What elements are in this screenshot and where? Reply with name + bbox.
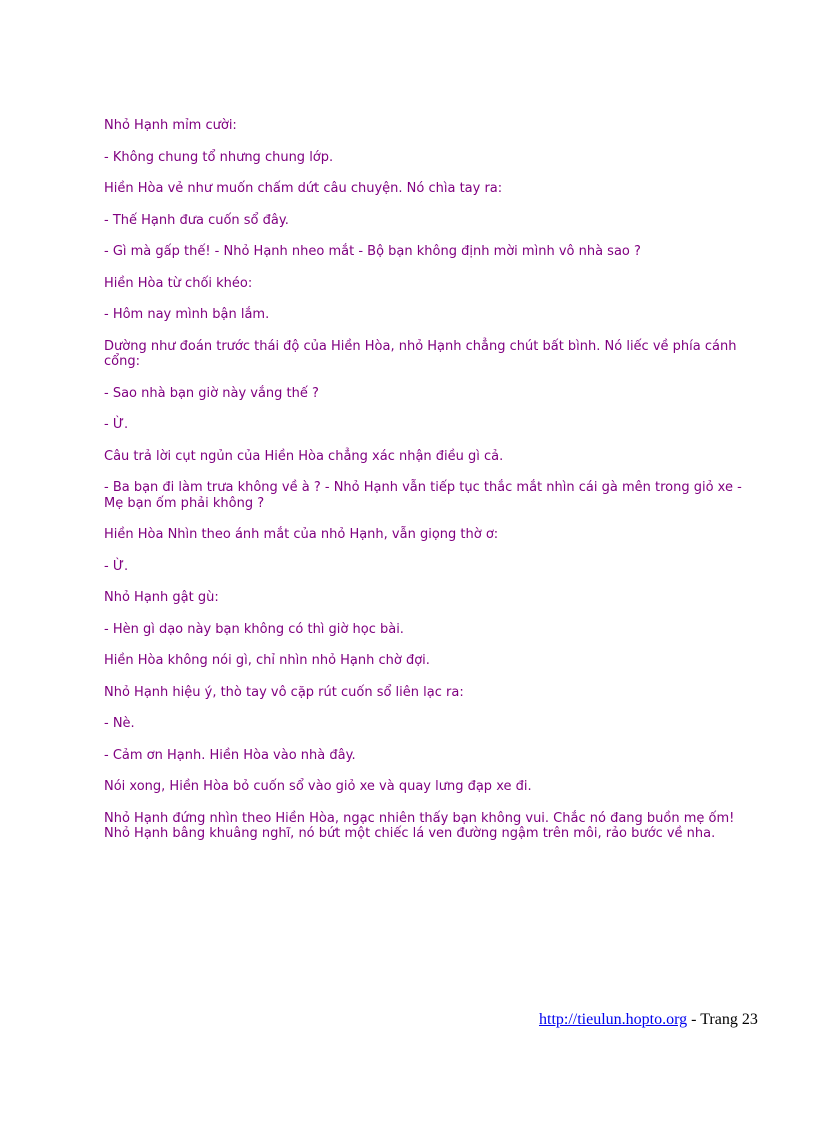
paragraph: - Hèn gì dạo này bạn không có thì giờ học bài. <box>104 621 404 637</box>
page-footer <box>539 1011 758 1029</box>
paragraph: Câu trả lời cụt ngủn của Hiền Hòa chẳng xác nhận điều gì cả. <box>104 448 504 464</box>
page-number: Trang 23 <box>700 1011 758 1028</box>
paragraph: Nhỏ Hạnh đứng nhìn theo Hiền Hòa, ngạc nhiên thấy bạn không vui. Chắc nó đang buồn mẹ ốm! Nhỏ Hạnh bâng khuâng nghĩ, nó bứt một chiếc lá ven đường ngậm trên môi, rảo bước về nha. <box>104 810 735 841</box>
source-link[interactable]: http://tieulun.hopto.org <box>539 1011 688 1028</box>
paragraph: Nhỏ Hạnh gật gù: <box>104 590 219 605</box>
paragraph: Nhỏ Hạnh hiệu ý, thò tay vô cặp rút cuốn sổ liên lạc ra: <box>104 684 464 700</box>
paragraph: Nói xong, Hiền Hòa bỏ cuốn sổ vào giỏ xe và quay lưng đạp xe đi. <box>104 779 532 794</box>
paragraph: - Cảm ơn Hạnh. Hiền Hòa vào nhà đây. <box>104 747 356 763</box>
paragraph: Dường như đoán trước thái độ của Hiền Hòa, nhỏ Hạnh chẳng chút bất bình. Nó liếc về phía cánh cổng: <box>104 338 737 369</box>
paragraph: - Hôm nay mình bận lắm. <box>104 307 270 322</box>
paragraph: - Ừ. <box>104 417 129 432</box>
paragraph: Hiền Hòa không nói gì, chỉ nhìn nhỏ Hạnh chờ đợi. <box>104 653 430 668</box>
paragraph: - Không chung tổ nhưng chung lớp. <box>104 149 334 165</box>
paragraph: - Sao nhà bạn giờ này vắng thế ? <box>104 385 319 401</box>
paragraph: Nhỏ Hạnh mỉm cười: <box>104 118 237 133</box>
paragraph: - Ba bạn đi làm trưa không về à ? - Nhỏ Hạnh vẫn tiếp tục thắc mắt nhìn cái gà mên trong giỏ xe - Mẹ bạn ốm phải không ? <box>104 480 742 511</box>
footer-separator: - <box>687 1011 701 1028</box>
paragraph: Hiền Hòa từ chối khéo: <box>104 275 253 291</box>
paragraph: - Nè. <box>104 716 135 731</box>
paragraph: - Ừ. <box>104 558 129 574</box>
paragraph: - Thế Hạnh đưa cuốn sổ đây. <box>104 212 289 228</box>
paragraph: Hiền Hòa vẻ như muốn chấm dứt câu chuyện. Nó chìa tay ra: <box>104 181 503 196</box>
paragraph: Hiền Hòa Nhìn theo ánh mắt của nhỏ Hạnh, vẫn giọng thờ ơ: <box>104 527 499 542</box>
paragraph: - Gì mà gấp thế! - Nhỏ Hạnh nheo mắt - Bộ bạn không định mời mình vô nhà sao ? <box>104 244 641 259</box>
story-text <box>104 118 764 858</box>
